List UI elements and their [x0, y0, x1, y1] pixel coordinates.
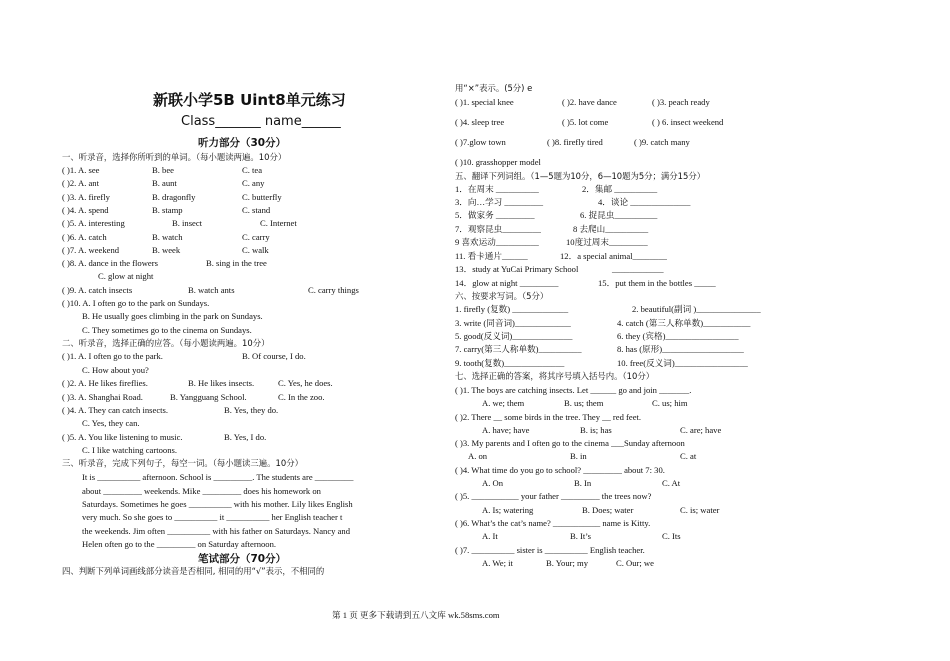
list-item: C. Yes, they can. — [82, 418, 140, 428]
list-item: C. Yes, he does. — [278, 378, 333, 388]
list-item: C. In the zoo. — [278, 392, 325, 402]
option-a: A. have; have — [482, 425, 530, 435]
question: ( )3. My parents and I often go to the cinema ___Sunday afternoon — [455, 438, 685, 448]
list-item: 12．a special animal________ — [560, 251, 667, 261]
section4-instruction: 四、判断下列单词画线部分读音是否相同, 相同的用“√”表示，不相同的 — [62, 566, 325, 576]
list-item: ( )10. A. I often go to the park on Sundays. — [62, 298, 210, 308]
list-item: C. tea — [242, 165, 263, 175]
option-c: C. us; him — [652, 398, 688, 408]
list-item: 9 喜欢运动__________ — [455, 237, 539, 247]
question: ( )7. __________ sister is __________ English teacher. — [455, 545, 645, 555]
option-b: B. It’s — [570, 531, 592, 541]
list-item: ( )1. A. see — [62, 165, 100, 175]
list-item: ( )5. A. interesting — [62, 218, 125, 228]
paragraph-line: Helen often go to the _________ on Saturday afternoon. — [82, 539, 277, 549]
list-item: 10度过周末_________ — [566, 237, 648, 247]
list-item: 13．study at YuCai Primary School — [455, 264, 579, 274]
option-c: C. is; water — [680, 505, 720, 515]
option-b: B. is; has — [580, 425, 612, 435]
list-item: ( )4. A. spend — [62, 205, 109, 215]
list-item: ( )4. A. They can catch insects. — [62, 405, 169, 415]
list-item: ( )8. A. dance in the flowers — [62, 258, 158, 268]
section1-instruction: 一、听录音，选择你所听到的单词。（每小题读两遍。10分） — [62, 152, 287, 162]
list-item: 3. write (同音词)_____________ — [455, 318, 571, 328]
list-item: 2．集邮 __________ — [582, 184, 658, 194]
list-item: B. watch ants — [188, 285, 235, 295]
list-item: B. Yes, they do. — [224, 405, 279, 415]
option-c: C. Its — [662, 531, 681, 541]
list-item: B. sing in the tree — [206, 258, 267, 268]
section5-instruction: 五、翻译下列词组。（1—5题为10分，6—10题为5分；满分15分） — [455, 171, 706, 181]
list-item: ( )3. peach ready — [652, 97, 710, 107]
list-item: B. dragonfly — [152, 192, 196, 202]
list-item: 4．谈论 ______________ — [598, 197, 691, 207]
option-b: B. Your; my — [546, 558, 589, 568]
option-c: C. are; have — [680, 425, 722, 435]
paragraph-line: about _________ weekends. Mike _________ does his homework on — [82, 486, 321, 496]
section6-instruction: 六、按要求写词。（5分） — [455, 291, 549, 301]
list-item: 6. they (宾格)_________________ — [617, 331, 739, 341]
list-item: 14．glow at night _________ — [455, 278, 559, 288]
list-item: C. They sometimes go to the cinema on Sundays. — [82, 325, 252, 335]
list-item: 7. carry(第三人称单数)__________ — [455, 344, 582, 354]
list-item: C. glow at night — [98, 271, 154, 281]
option-b: B. In — [574, 478, 592, 488]
option-b: B. Does; water — [582, 505, 634, 515]
class-name-line: Class_______ name______ — [181, 114, 341, 129]
list-item: 15．put them in the bottles _____ — [598, 278, 716, 288]
list-item: B. insect — [172, 218, 203, 228]
option-a: A. Is; watering — [482, 505, 534, 515]
option-a: A. On — [482, 478, 504, 488]
list-item: ____________ — [612, 264, 664, 274]
list-item: ( )3. A. firefly — [62, 192, 110, 202]
list-item: ( )2. A. He likes fireflies. — [62, 378, 148, 388]
list-item: 8. has (原形)___________________ — [617, 344, 744, 354]
list-item: 9. tooth(复数)______________ — [455, 358, 565, 368]
question: ( )6. What’s the cat’s name? ___________ name is Kitty. — [455, 518, 651, 528]
list-item: B. aunt — [152, 178, 177, 188]
list-item: ( )7. A. weekend — [62, 245, 120, 255]
list-item: C. butterfly — [242, 192, 282, 202]
list-item: B. Of course, I do. — [242, 351, 306, 361]
list-item: B. Yes, I do. — [224, 432, 267, 442]
option-c: C. Our; we — [616, 558, 654, 568]
paragraph-line: very much. So she goes to __________ it __________ her English teacher t — [82, 512, 343, 522]
list-item: ( )8. firefly tired — [547, 137, 603, 147]
list-item: 1．在周末 __________ — [455, 184, 539, 194]
list-item: 8 去爬山__________ — [573, 224, 649, 234]
option-c: C. At — [662, 478, 681, 488]
page-title: 新联小学5B Uint8单元练习 — [153, 91, 346, 109]
list-item: 5. good(反义词)______________ — [455, 331, 573, 341]
list-item: B. bee — [152, 165, 174, 175]
list-item: ( )1. special knee — [455, 97, 514, 107]
list-item: B. He likes insects. — [188, 378, 255, 388]
list-item: ( )5. A. You like listening to music. — [62, 432, 183, 442]
writing-title: 笔试部分（70分） — [198, 553, 287, 565]
section3-instruction: 三、听录音，完成下列句子，每空一词。（每小题读三遍。10分） — [62, 458, 303, 468]
list-item: ( ) 6. insect weekend — [652, 117, 724, 127]
option-b: B. us; them — [564, 398, 604, 408]
paragraph-line: Saturdays. Sometimes he goes __________ with his mother. Lily likes English — [82, 499, 353, 509]
list-item: ( )5. lot come — [562, 117, 609, 127]
list-item: C. carry things — [308, 285, 359, 295]
section2-instruction: 二、听录音，选择正确的应答。（每小题读两遍。10分） — [62, 338, 270, 348]
list-item: ( )4. sleep tree — [455, 117, 505, 127]
listening-title: 听力部分（30分） — [198, 137, 287, 149]
list-item: B. stamp — [152, 205, 183, 215]
list-item: C. stand — [242, 205, 271, 215]
list-item: 6. 捉昆虫__________ — [580, 210, 658, 220]
list-item: 3．向…学习 _________ — [455, 197, 544, 207]
option-a: A. on — [468, 451, 488, 461]
list-item: 10. free(反义词)_________________ — [617, 358, 748, 368]
list-item: ( )10. grasshopper model — [455, 157, 541, 167]
question: ( )4. What time do you go to school? _________ about 7: 30. — [455, 465, 665, 475]
list-item: C. I like watching cartoons. — [82, 445, 177, 455]
list-item: ( )9. catch many — [634, 137, 690, 147]
list-item: ( )3. A. Shanghai Road. — [62, 392, 143, 402]
list-item: ( )2. A. ant — [62, 178, 99, 188]
list-item: B. Yangguang School. — [170, 392, 247, 402]
section7-instruction: 七、选择正确的答案，将其序号填入括号内。（10分） — [455, 371, 655, 381]
list-item: B. week — [152, 245, 181, 255]
question: ( )2. There __ some birds in the tree. They __ red feet. — [455, 412, 642, 422]
question: ( )1. The boys are catching insects. Let ______ go and join _______. — [455, 385, 692, 395]
list-item: 7．观察昆虫_________ — [455, 224, 541, 234]
list-item: B. He usually goes climbing in the park on Sundays. — [82, 311, 263, 321]
question: ( )5. ___________ your father _________ the trees now? — [455, 491, 652, 501]
list-item: 5．做家务 _________ — [455, 210, 535, 220]
list-item: 1. firefly (复数) _____________ — [455, 304, 569, 314]
list-item: 2. beautiful(副词 )_______________ — [632, 304, 761, 314]
list-item: ( )7.glow town — [455, 137, 506, 147]
list-item: ( )2. have dance — [562, 97, 617, 107]
option-c: C. at — [680, 451, 697, 461]
paragraph-line: the weekends. Jim often __________ with his father on Saturdays. Nancy and — [82, 526, 351, 536]
page-footer: 第 1 页 更多下载请到五八文库 wk.58sms.com — [332, 610, 500, 620]
list-item: ( )1. A. I often go to the park. — [62, 351, 163, 361]
option-a: A. we; them — [482, 398, 525, 408]
list-item: C. walk — [242, 245, 269, 255]
section4-instruction-cont: 用“×”表示。(5分) e — [455, 83, 533, 93]
option-b: B. in — [570, 451, 587, 461]
list-item: B. watch — [152, 232, 183, 242]
list-item: C. How about you? — [82, 365, 149, 375]
option-a: A. It — [482, 531, 498, 541]
paragraph-line: It is __________ afternoon. School is _________. The students are _________ — [82, 472, 354, 482]
option-a: A. We; it — [482, 558, 513, 568]
list-item: C. any — [242, 178, 265, 188]
list-item: 11. 看卡通片______ — [455, 251, 528, 261]
list-item: ( )6. A. catch — [62, 232, 107, 242]
list-item: C. carry — [242, 232, 270, 242]
list-item: ( )9. A. catch insects — [62, 285, 133, 295]
list-item: C. Internet — [260, 218, 297, 228]
list-item: 4. catch (第三人称单数)___________ — [617, 318, 751, 328]
